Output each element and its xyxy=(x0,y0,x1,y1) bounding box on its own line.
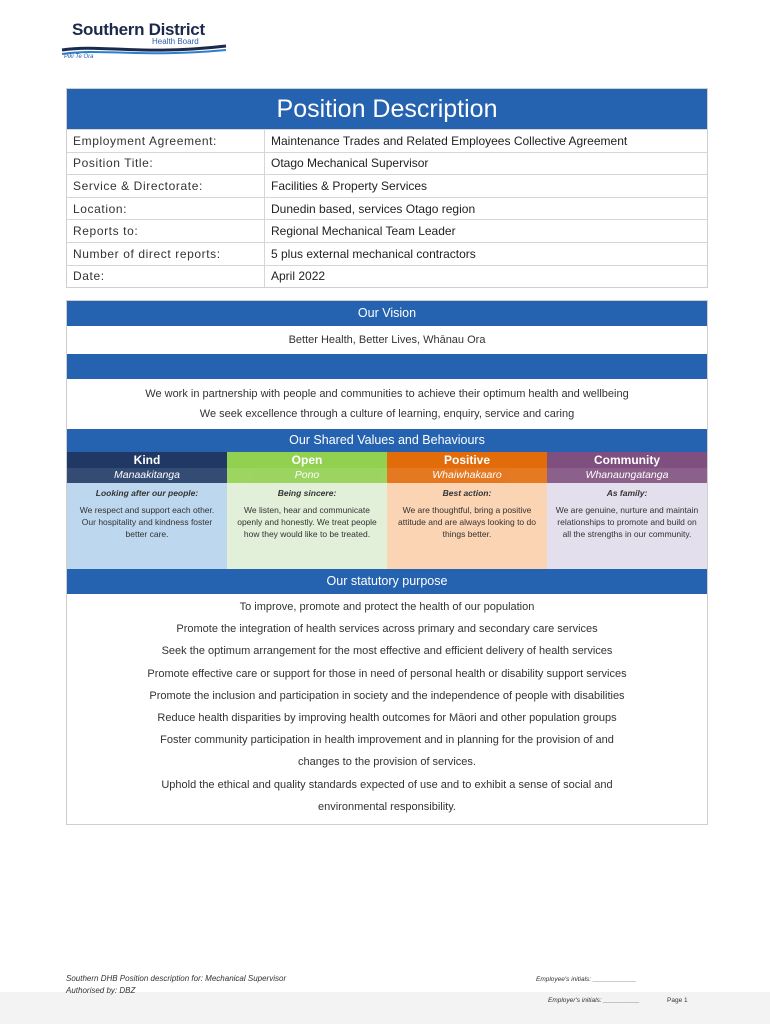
footer-doc-title: Southern DHB Position description for: Mechanical Supervisor xyxy=(66,974,287,983)
vision-values-box xyxy=(66,300,708,825)
partnership-line-2: We seek excellence through a culture of learning, enquiry, service and caring xyxy=(199,408,575,420)
vision-text: Better Health, Better Lives, Whānau Ora xyxy=(288,334,486,346)
values-grid xyxy=(67,452,707,569)
info-row xyxy=(67,175,707,198)
info-value: Facilities & Property Services xyxy=(265,175,708,198)
statutory-line: Promote effective care or support for those in need of personal health or disability support services xyxy=(147,667,627,680)
info-row xyxy=(67,265,707,287)
info-label: Number of direct reports: xyxy=(67,242,265,265)
info-value: Regional Mechanical Team Leader xyxy=(265,220,708,243)
vision-heading: Our Vision xyxy=(67,301,707,326)
info-value: Maintenance Trades and Related Employees Collective Agreement xyxy=(265,130,708,153)
statutory-line: Seek the optimum arrangement for the most effective and efficient delivery of health services xyxy=(161,645,613,658)
info-row xyxy=(67,152,707,175)
sdhb-logo xyxy=(60,18,230,70)
value-maori: Pono xyxy=(227,468,387,483)
value-behaviour-heading: As family: xyxy=(606,488,648,498)
info-label: Position Title: xyxy=(67,152,265,175)
info-value: Dunedin based, services Otago region xyxy=(265,197,708,220)
info-table xyxy=(67,129,707,287)
info-label: Location: xyxy=(67,197,265,220)
statutory-line: Uphold the ethical and quality standards expected of use and to exhibit a sense of social and xyxy=(161,778,613,791)
value-title: Positive xyxy=(387,452,547,468)
statutory-heading: Our statutory purpose xyxy=(67,569,707,594)
page-title: Position Description xyxy=(67,89,707,129)
position-info-box xyxy=(66,88,708,288)
statutory-line: To improve, promote and protect the health of our population xyxy=(239,601,535,613)
info-row xyxy=(67,242,707,265)
value-positive xyxy=(387,452,547,569)
blank-band xyxy=(67,354,707,379)
statutory-line: Promote the inclusion and participation in society and the independence of people with disabilities xyxy=(149,689,625,702)
value-maori: Whanaungatanga xyxy=(547,468,707,483)
value-maori: Whaiwhakaaro xyxy=(387,468,547,483)
info-value: April 2022 xyxy=(265,265,708,287)
value-title: Kind xyxy=(67,452,227,468)
value-title: Open xyxy=(227,452,387,468)
footer-band xyxy=(0,992,770,1024)
value-title: Community xyxy=(547,452,707,468)
logo-name: Southern District xyxy=(72,20,205,39)
footer-authorised: Authorised by: DBZ xyxy=(66,986,136,995)
value-open xyxy=(227,452,387,569)
value-maori: Manaakitanga xyxy=(67,468,227,483)
statutory-line: Reduce health disparities by improving health outcomes for Māori and other population groups xyxy=(157,711,617,724)
info-label: Service & Directorate: xyxy=(67,175,265,198)
logo-tagline: Piki Te Ora xyxy=(64,54,94,60)
statutory-list xyxy=(67,594,707,824)
value-behaviour: We listen, hear and communicate openly and honestly. We treat people how they would like to be treated. xyxy=(237,505,377,539)
value-behaviour: We are genuine, nurture and maintain relationships to promote and build on all the strengths in our community. xyxy=(555,505,699,539)
statutory-line: Promote the integration of health services across primary and secondary care services xyxy=(176,623,598,636)
info-row xyxy=(67,197,707,220)
partnership-line-1: We work in partnership with people and communities to achieve their optimum health and wellbeing xyxy=(145,388,629,400)
info-label: Reports to: xyxy=(67,220,265,243)
statutory-line: Foster community participation in health improvement and in planning for the provision of and xyxy=(160,734,614,747)
values-heading: Our Shared Values and Behaviours xyxy=(67,429,707,452)
statutory-line: changes to the provision of services. xyxy=(298,756,476,769)
info-row xyxy=(67,220,707,243)
footer-page-number: Page 1 xyxy=(667,997,688,1004)
value-kind xyxy=(67,452,227,569)
value-behaviour-heading: Being sincere: xyxy=(277,488,337,498)
info-value: Otago Mechanical Supervisor xyxy=(265,152,708,175)
info-value: 5 plus external mechanical contractors xyxy=(265,242,708,265)
value-behaviour-heading: Looking after our people: xyxy=(95,488,199,498)
info-label: Date: xyxy=(67,265,265,287)
value-behaviour: We are thoughtful, bring a positive attitude and are always looking to do things better. xyxy=(398,505,536,539)
footer-employer-initials: Employer's initials: __________ xyxy=(548,997,640,1004)
info-row xyxy=(67,130,707,153)
logo-sub: Health Board xyxy=(152,37,199,46)
footer-employee-initials: Employee's initials: ____________ xyxy=(536,976,637,983)
statutory-line: environmental responsibility. xyxy=(318,800,456,813)
value-behaviour: We respect and support each other. Our hospitality and kindness foster better care. xyxy=(79,505,215,539)
value-behaviour-heading: Best action: xyxy=(442,488,492,498)
info-label: Employment Agreement: xyxy=(67,130,265,153)
value-community xyxy=(547,452,707,569)
